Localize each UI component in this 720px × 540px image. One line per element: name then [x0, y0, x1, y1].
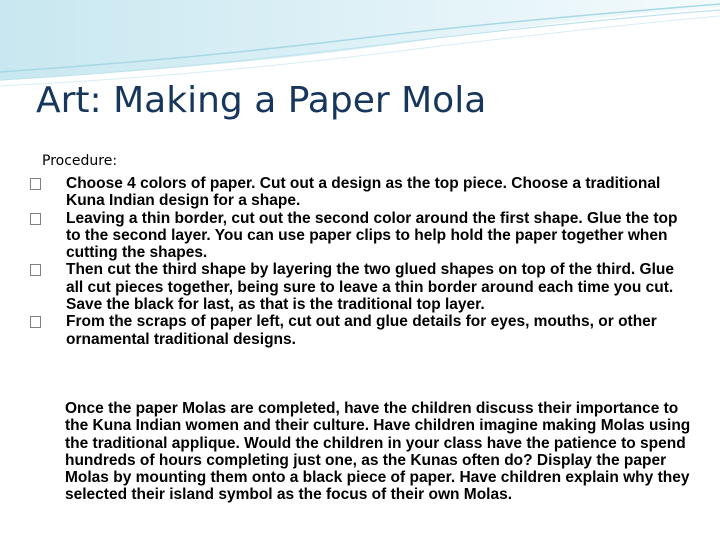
step-text: Leaving a thin border, cut out the second color around the first shape. Glue the top to the second layer. You can use paper clips to help hold the paper together when cutting the shapes. — [66, 209, 678, 262]
decorative-wave-header — [0, 0, 720, 90]
title-prefix: Art: — [36, 80, 114, 121]
box-bullet-icon — [30, 264, 41, 276]
wave-fill — [0, 0, 720, 80]
procedure-label: Procedure: — [42, 153, 118, 169]
slide-title — [36, 78, 486, 124]
procedure-step — [30, 175, 690, 210]
procedure-steps-list — [30, 175, 690, 348]
step-text: Choose 4 colors of paper. Cut out a design as the top piece. Choose a traditional Kuna Indian design for a shape. — [66, 175, 661, 210]
box-bullet-icon — [30, 213, 41, 225]
step-text: Then cut the third shape by layering the two glued shapes on top of the third. Glue all cut pieces together, being sure to leave a thin border around each time you cut. Save the black for last, as that is the traditional top layer. — [66, 261, 674, 314]
procedure-step — [30, 313, 690, 348]
closing-paragraph: Once the paper Molas are completed, have the children discuss their importance to the Kuna Indian women and their culture. Have children imagine making Molas using the traditional applique. Would the children in your class have the patience to spend hundreds of hours completing just one, as the Kunas often do? Display the paper Molas by mounting them onto a black piece of paper. Have children explain why they selected their island symbol as the focus of their own Molas. — [65, 400, 691, 504]
box-bullet-icon — [30, 316, 41, 328]
title-main: Making a Paper Mola — [113, 80, 487, 121]
procedure-step — [30, 210, 690, 262]
box-bullet-icon — [30, 178, 41, 190]
procedure-step — [30, 261, 690, 313]
step-text: From the scraps of paper left, cut out and glue details for eyes, mouths, or other ornamental traditional designs. — [66, 313, 657, 348]
